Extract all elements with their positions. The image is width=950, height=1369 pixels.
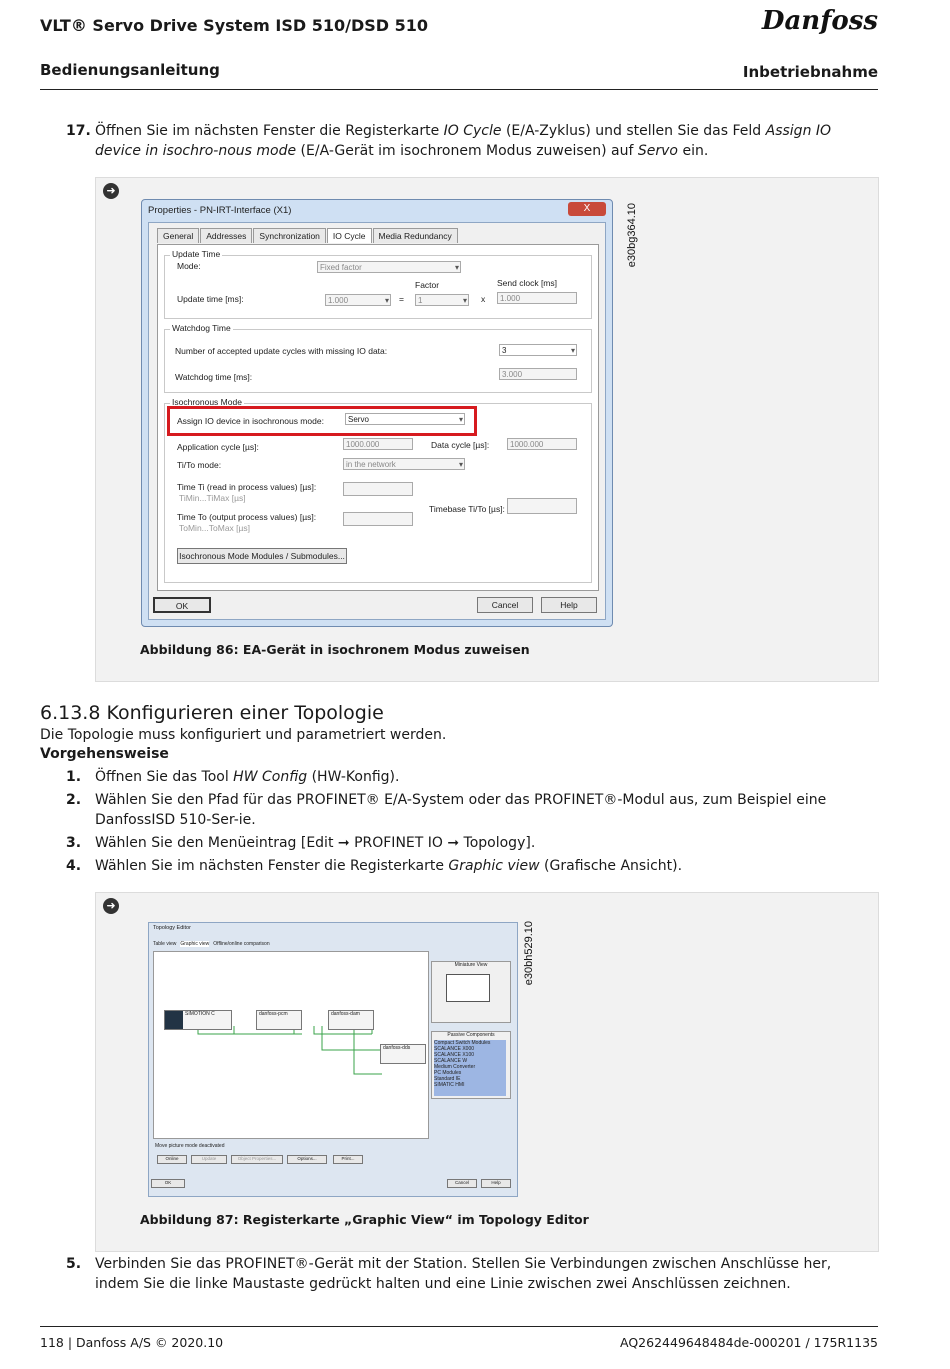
isochronous-group: Isochronous Mode Assign IO device in isochronous mode: Servo ▾ Application cycle [µs]: 1000.000 Data cycle [µs]: 1000.000 Ti/To mode: in the network ▾ Time Ti (read in process values) [µs]: TiMin...TiMax [µs] Time To (output process values) [µs]: ToMin...ToMax [µs] Timebase Ti/To [µs]: Isochronous Mode Modules / Submodules... <box>164 403 592 583</box>
options-button[interactable]: Options... <box>287 1155 327 1164</box>
list-item[interactable]: SIMATIC HMI <box>434 1082 465 1088</box>
watchdog-group: Watchdog Time Number of accepted update cycles with missing IO data: 3 ▾ Watchdog time [ms]: 3.000 <box>164 329 592 393</box>
isochronous-modules-button[interactable]: Isochronous Mode Modules / Submodules... <box>177 548 347 564</box>
editor-tabs <box>153 941 270 947</box>
danfoss-logo: Danfoss <box>761 6 878 36</box>
step-5: 5. Verbinden Sie das PROFINET®-Gerät mit der Station. Stellen Sie Verbindungen zwischen Anschlüsse her, indem Sie die linke Maustaste gedrückt halten und eine Linie zwischen zwei Anschlüssen zeichnen. <box>66 1256 832 1292</box>
cancel-button[interactable]: Cancel <box>477 597 533 613</box>
list-item[interactable]: Compact Switch Modules <box>434 1040 491 1046</box>
update-time-group: Update Time Mode: Fixed factor ▾ Factor Send clock [ms] Update time [ms]: 1.000 ▾ = 1 ▾ x 1.000 <box>164 255 592 319</box>
list-item[interactable]: Standard IE <box>434 1076 461 1082</box>
tab-media-redundancy[interactable]: Media Redundancy <box>373 228 458 243</box>
step-17: 17. Öffnen Sie im nächsten Fenster die Registerkarte IO Cycle (E/A-Zyklus) und stellen Sie das Feld Assign IO device in isochro-nous mode (E/A-Gerät im isochronem Modus zuweisen) auf Servo ein. <box>66 123 832 159</box>
list-item[interactable]: SCALANCE W <box>434 1058 468 1064</box>
device-danfoss-dam[interactable]: danfoss-dam <box>328 1010 374 1030</box>
accepted-cycles-select[interactable]: 3 ▾ <box>499 344 577 356</box>
section-heading: 6.13.8 Konfigurieren einer Topologie <box>40 702 384 724</box>
status-text: Move picture mode deactivated <box>155 1143 225 1149</box>
window-title: Topology Editor <box>153 925 191 931</box>
data-cycle-field[interactable]: 1000.000 <box>507 438 577 450</box>
graphic-canvas[interactable] <box>153 951 429 1139</box>
cancel-button[interactable]: Cancel <box>447 1179 477 1188</box>
step-3: 3. Wählen Sie den Menüeintrag [Edit ➞ PROFINET IO ➞ Topology]. <box>66 835 536 851</box>
ok-button[interactable]: OK <box>151 1179 185 1188</box>
tab-general[interactable]: General <box>157 228 199 243</box>
time-to-field[interactable] <box>343 512 413 526</box>
figure-id: e30bg364.10 <box>626 203 638 268</box>
arrow-right-icon: ➜ <box>103 898 119 914</box>
device-danfoss-pcm[interactable]: danfoss-pcm <box>256 1010 302 1030</box>
footer-rule <box>40 1326 878 1327</box>
topology-editor-window <box>148 922 518 1197</box>
passive-components-panel: Passive Components Compact Switch Modules SCALANCE X000 SCALANCE X100 SCALANCE W Medium Converter PC Modules Standard IE SIMATIC HMI <box>431 1031 511 1099</box>
io-cycle-panel <box>157 244 599 591</box>
arrow-right-icon: ➜ <box>103 183 119 199</box>
document-title: VLT® Servo Drive System ISD 510/DSD 510 <box>40 16 429 35</box>
figure-caption: Abbildung 87: Registerkarte „Graphic View“ im Topology Editor <box>140 1212 589 1227</box>
tab-io-cycle[interactable]: IO Cycle <box>327 228 372 243</box>
factor-select[interactable]: 1 ▾ <box>415 294 469 306</box>
dialog-title: Properties - PN-IRT-Interface (X1) <box>148 205 292 216</box>
step-2: 2. Wählen Sie den Pfad für das PROFINET® E/A-System oder das PROFINET®-Modul aus, zum Beispiel eine DanfossISD 510-Ser-ie. <box>66 792 827 828</box>
procedure-label: Vorgehensweise <box>40 746 169 762</box>
assign-io-select[interactable]: Servo ▾ <box>345 413 465 425</box>
online-button[interactable]: Online <box>157 1155 187 1164</box>
figure-id: e30bh529.10 <box>523 921 535 986</box>
header-rule <box>40 89 878 90</box>
device-danfoss-dds[interactable]: danfoss-dds <box>380 1044 426 1064</box>
step-1: 1. Öffnen Sie das Tool HW Config (HW-Konfig). <box>66 769 400 785</box>
figure-87 <box>95 892 879 1252</box>
miniature-view: Miniature View <box>431 961 511 1023</box>
timebase-field[interactable] <box>507 498 577 514</box>
time-ti-field[interactable] <box>343 482 413 496</box>
mode-select[interactable]: Fixed factor ▾ <box>317 261 461 273</box>
list-item[interactable]: SCALANCE X100 <box>434 1052 475 1058</box>
chapter-name: Inbetriebnahme <box>742 63 878 81</box>
object-properties-button[interactable]: Object Properties... <box>231 1155 283 1164</box>
figure-86 <box>95 177 879 682</box>
figure-caption: Abbildung 86: EA-Gerät in isochronem Modus zuweisen <box>140 642 530 657</box>
device-image <box>165 1011 183 1029</box>
help-button[interactable]: Help <box>541 597 597 613</box>
update-time-select[interactable]: 1.000 ▾ <box>325 294 391 306</box>
device-simotion[interactable]: SIMOTION C <box>164 1010 232 1030</box>
properties-dialog <box>141 199 613 627</box>
tab-synchronization[interactable]: Synchronization <box>253 228 325 243</box>
step-4: 4. Wählen Sie im nächsten Fenster die Registerkarte Graphic view (Grafische Ansicht). <box>66 858 683 874</box>
section-intro: Die Topologie muss konfiguriert und parametriert werden. <box>40 727 447 743</box>
ti-to-mode-select[interactable]: in the network ▾ <box>343 458 465 470</box>
tab-offline-online[interactable]: Offline/online comparison <box>213 941 270 947</box>
tab-addresses[interactable]: Addresses <box>200 228 252 243</box>
application-cycle-field[interactable]: 1000.000 <box>343 438 413 450</box>
tab-graphic-view[interactable]: Graphic view <box>180 941 210 947</box>
footer-page: 118 | Danfoss A/S © 2020.10 <box>40 1335 224 1350</box>
list-item[interactable]: Medium Converter <box>434 1064 476 1070</box>
help-button[interactable]: Help <box>481 1179 511 1188</box>
list-item[interactable]: PC Modules <box>434 1070 462 1076</box>
tab-table-view[interactable]: Table view <box>153 941 177 947</box>
send-clock-field[interactable]: 1.000 <box>497 292 577 304</box>
ok-button[interactable]: OK <box>153 597 211 613</box>
watchdog-time-field[interactable]: 3.000 <box>499 368 577 380</box>
list-item[interactable]: SCALANCE X000 <box>434 1046 475 1052</box>
document-subtitle: Bedienungsanleitung <box>40 61 220 79</box>
footer-docid: AQ262449648484de-000201 / 175R1135 <box>620 1335 878 1350</box>
dialog-tabs <box>157 228 459 243</box>
components-list <box>434 1040 506 1096</box>
update-button[interactable]: Update <box>191 1155 227 1164</box>
close-icon[interactable]: X <box>568 202 606 216</box>
miniature-thumb[interactable] <box>446 974 490 1002</box>
print-button[interactable]: Print... <box>333 1155 363 1164</box>
